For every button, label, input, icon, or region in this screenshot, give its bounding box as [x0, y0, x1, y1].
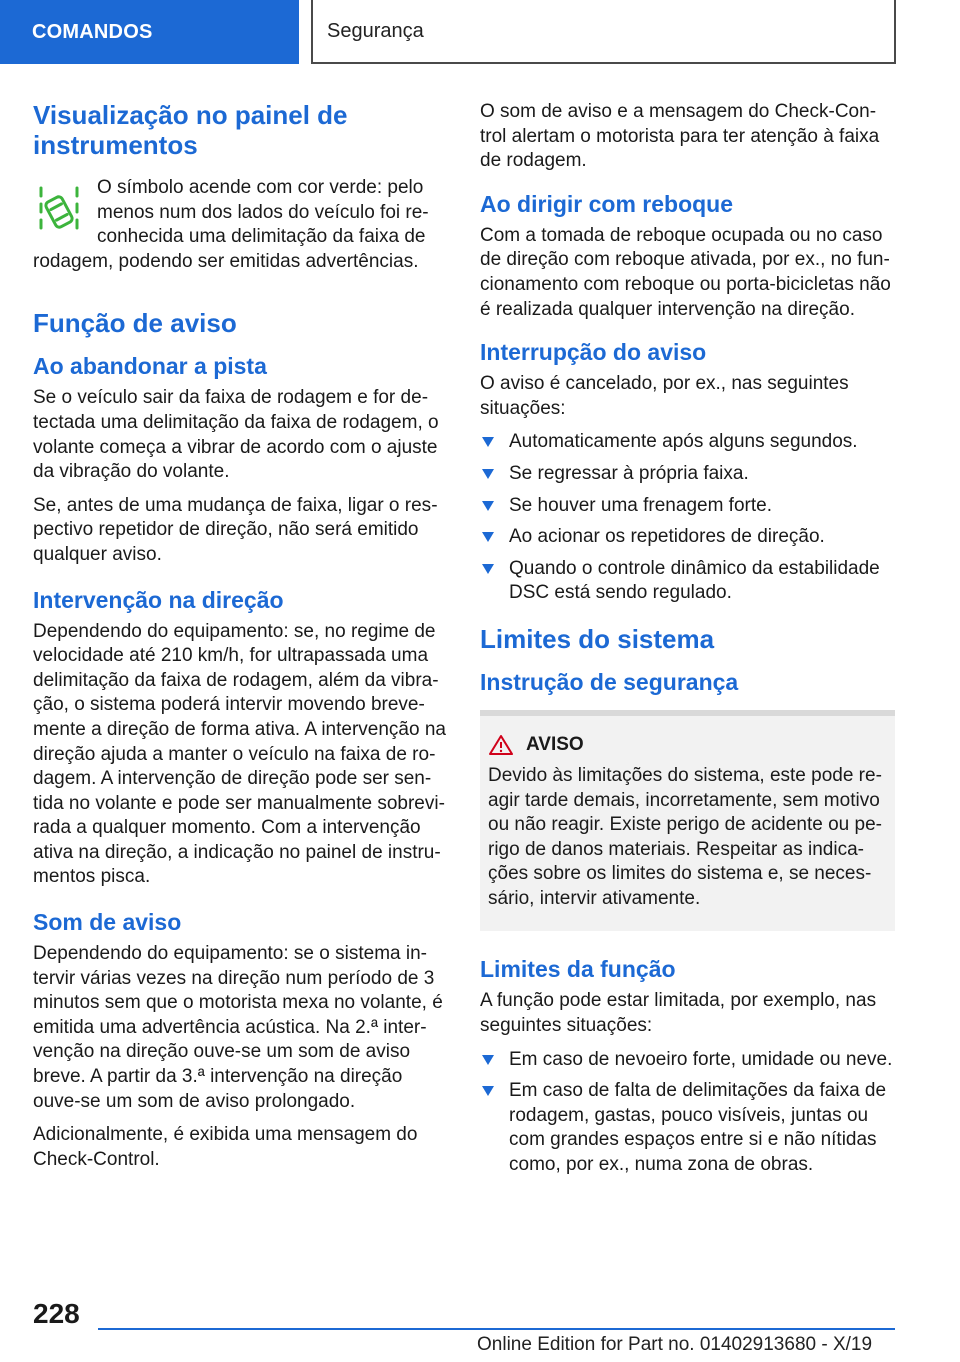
bullet-triangle-icon [482, 532, 494, 542]
list-item: Quando o controle dinâmico da estabilidade DSC está sendo regulado. [480, 557, 895, 606]
paragraph-intervencao: Dependendo do equipamento: se, no regime de velocidade até 210 km/h, for ultrapassada uma delimitação da faixa de rodagem, além da vibração, o sistema poderá intervir movendo brevemente a direção de forma ativa. A intervenção na direção ajuda a manter o veículo na faixa de rodagem. A intervenção de direção pode ser sentida no volante e pode ser manualmente sobrevirada a qualquer momento. Com a intervenção ativa na direção, a indicação no painel de instrumentos pisca. [33, 620, 446, 888]
chapter-tab [0, 0, 299, 64]
lane-departure-icon [33, 178, 85, 248]
heading-intervencao: Intervenção na direção [33, 586, 284, 613]
heading-interrupcao: Interrupção do aviso [480, 339, 707, 366]
list-item: Em caso de falta de delimitações da faixa de rodagem, gastas, pouco visíveis, juntas ou com grandes espaços entre si e não nítidas como, por ex., numa zona de obras. [480, 1079, 895, 1177]
chapter-title: COMANDOS [32, 20, 153, 43]
list-item: Automaticamente após alguns segundos. [480, 430, 895, 455]
paragraph-som-2: Adicionalmente, é exibida uma mensagem do Check-Control. [33, 1124, 418, 1170]
bullet-triangle-icon [482, 437, 494, 447]
paragraph-interrupcao: O aviso é cancelado, por ex., nas seguintes situações: [480, 373, 849, 419]
paragraph-limites-funcao: A função pode estar limitada, por exemplo, nas seguintes situações: [480, 990, 877, 1037]
bullet-triangle-icon [482, 1055, 494, 1065]
heading-instrucao: Instrução de segurança [480, 668, 739, 695]
symbol-block [33, 176, 446, 274]
bullet-triangle-icon [482, 1086, 494, 1096]
list-item: Se houver uma frenagem forte. [480, 494, 895, 519]
warning-triangle-icon [488, 734, 514, 756]
paragraph-som-1: Dependendo do equipamento: se o sistema intervir várias vezes na direção num período de 3 minutos sem que o motorista mexa no volante, é emitida uma advertência acústica. Na 2.ª intervenção na direção ouve-se um som de aviso breve. A partir da 3.ª intervenção na direção ouve-se um som de aviso prolongado. [33, 943, 443, 1112]
list-interrupcao [480, 430, 895, 606]
paragraph-reboque: Com a tomada de reboque ocupada ou no caso de direção com reboque ativada, por ex., no funcionamento com reboque ou porta-bicicletas não é realizada qualquer intervenção na direção. [480, 224, 891, 320]
right-column [480, 100, 895, 1186]
heading-som: Som de aviso [33, 909, 182, 936]
paragraph-checkcontrol: O som de aviso e a mensagem do Check-Control alertam o motorista para ter atenção à faixa de rodagem. [480, 101, 880, 172]
heading-limites-funcao: Limites da função [480, 956, 676, 983]
footer-divider [98, 1328, 895, 1330]
left-column [33, 100, 446, 1181]
heading-reboque: Ao dirigir com reboque [480, 190, 734, 217]
warning-header [488, 734, 887, 756]
bullet-triangle-icon [482, 469, 494, 479]
heading-visualizacao: Visualização no painel de instrumentos [33, 100, 348, 160]
section-title: Segurança [327, 19, 424, 42]
warning-box [480, 710, 895, 932]
bullet-triangle-icon [482, 501, 494, 511]
page-number: 228 [33, 1298, 80, 1329]
symbol-description: O símbolo acende com cor verde: pelo menos num dos lados do veículo foi reconhecida uma delimitação da faixa de rodagem, podendo ser emitidas advertências. [33, 177, 429, 272]
list-item: Se regressar à própria faixa. [480, 462, 895, 487]
list-limites [480, 1048, 895, 1178]
section-header [311, 0, 896, 64]
heading-limites: Limites do sistema [480, 623, 715, 654]
list-item: Ao acionar os repetidores de direção. [480, 525, 895, 550]
list-item: Em caso de nevoeiro forte, umidade ou neve. [480, 1048, 895, 1073]
heading-funcao: Função de aviso [33, 308, 237, 339]
paragraph-abandonar-2: Se, antes de uma mudança de faixa, ligar o respectivo repetidor de direção, não será emitido qualquer aviso. [33, 494, 438, 565]
warning-title: AVISO [526, 733, 584, 755]
warning-text: Devido às limitações do sistema, este pode reagir tarde demais, incorretamente, sem motivo ou não reagir. Existe perigo de acidente ou perigo de danos materiais. Respeitar as indicações sobre os limites do sistema e, se necessário, intervir ativamente. [488, 764, 882, 909]
bullet-triangle-icon [482, 564, 494, 574]
heading-abandonar: Ao abandonar a pista [33, 353, 267, 380]
paragraph-abandonar-1: Se o veículo sair da faixa de rodagem e for detectada uma delimitação da faixa de rodagem, o volante começa a vibrar de acordo com o ajuste da vibração do volante. [33, 387, 439, 483]
edition-note: Online Edition for Part no. 01402913680 - X/19 [477, 1334, 873, 1355]
